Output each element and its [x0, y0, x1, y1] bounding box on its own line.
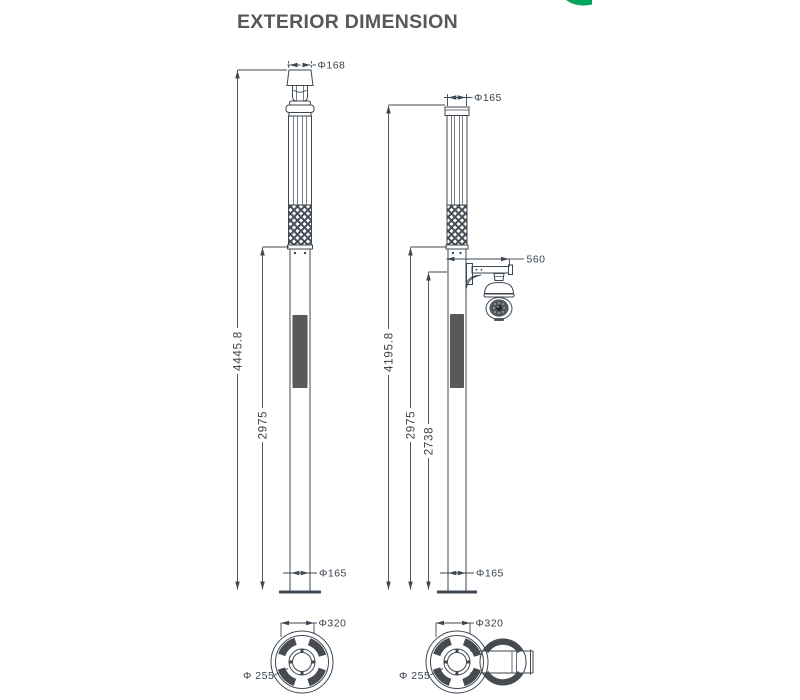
ptz-camera — [484, 274, 514, 322]
front-flange — [286, 105, 314, 113]
camera-lens — [496, 305, 502, 311]
base-plate-side-view — [399, 618, 533, 694]
side-top-cap — [445, 107, 469, 116]
side-base-plate — [437, 591, 477, 594]
pole-side-view — [437, 107, 514, 594]
side-base-pole-diameter-label: Φ 255 — [399, 670, 431, 682]
front-top-camera-housing — [293, 86, 308, 102]
side-pole-height-label: 2975 — [405, 410, 418, 440]
pole-front-dimensions — [232, 60, 347, 590]
front-pole-height-label: 2975 — [257, 410, 270, 440]
front-joint-collar — [288, 245, 313, 249]
front-lower-pole — [290, 249, 310, 591]
front-mesh-band — [289, 205, 312, 245]
front-base-plate — [279, 591, 321, 594]
front-upper-shaft — [289, 116, 312, 205]
side-camera-height-label: 2738 — [423, 426, 436, 456]
side-mesh-band — [447, 205, 467, 245]
pole-side-dimensions — [383, 92, 546, 590]
base-plate-front-view — [243, 618, 346, 694]
front-total-height-label: 4445.8 — [232, 331, 245, 371]
side-joint-collar — [446, 245, 468, 249]
side-top-diameter-label: Φ165 — [474, 92, 502, 104]
front-bolt-slot-ring — [275, 635, 330, 690]
front-collar — [290, 101, 311, 105]
front-equipment-panel — [293, 315, 308, 388]
side-flange-diameter-label: Φ320 — [475, 617, 504, 630]
page-title: EXTERIOR DIMENSION — [237, 11, 459, 33]
front-flange-diameter-label: Φ320 — [318, 617, 347, 630]
side-lower-pole — [448, 249, 466, 591]
side-equipment-panel — [450, 314, 464, 388]
side-bolt-slot-ring — [430, 635, 485, 690]
front-pole-diameter-label: Φ165 — [319, 567, 347, 580]
pole-front-view — [279, 70, 321, 594]
side-pole-diameter-label: Φ165 — [476, 567, 504, 580]
side-total-height-label: 4195.8 — [383, 332, 396, 372]
camera-arm-top-view — [470, 639, 533, 685]
side-upper-shaft — [447, 116, 467, 206]
camera-dome — [485, 283, 514, 295]
front-top-cap — [287, 70, 313, 86]
front-base-pole-diameter-label: Φ 255 — [243, 670, 275, 682]
side-arm-length-label: 560 — [526, 253, 546, 266]
green-logo-icon — [566, 0, 592, 6]
front-top-diameter-label: Φ168 — [317, 59, 346, 72]
